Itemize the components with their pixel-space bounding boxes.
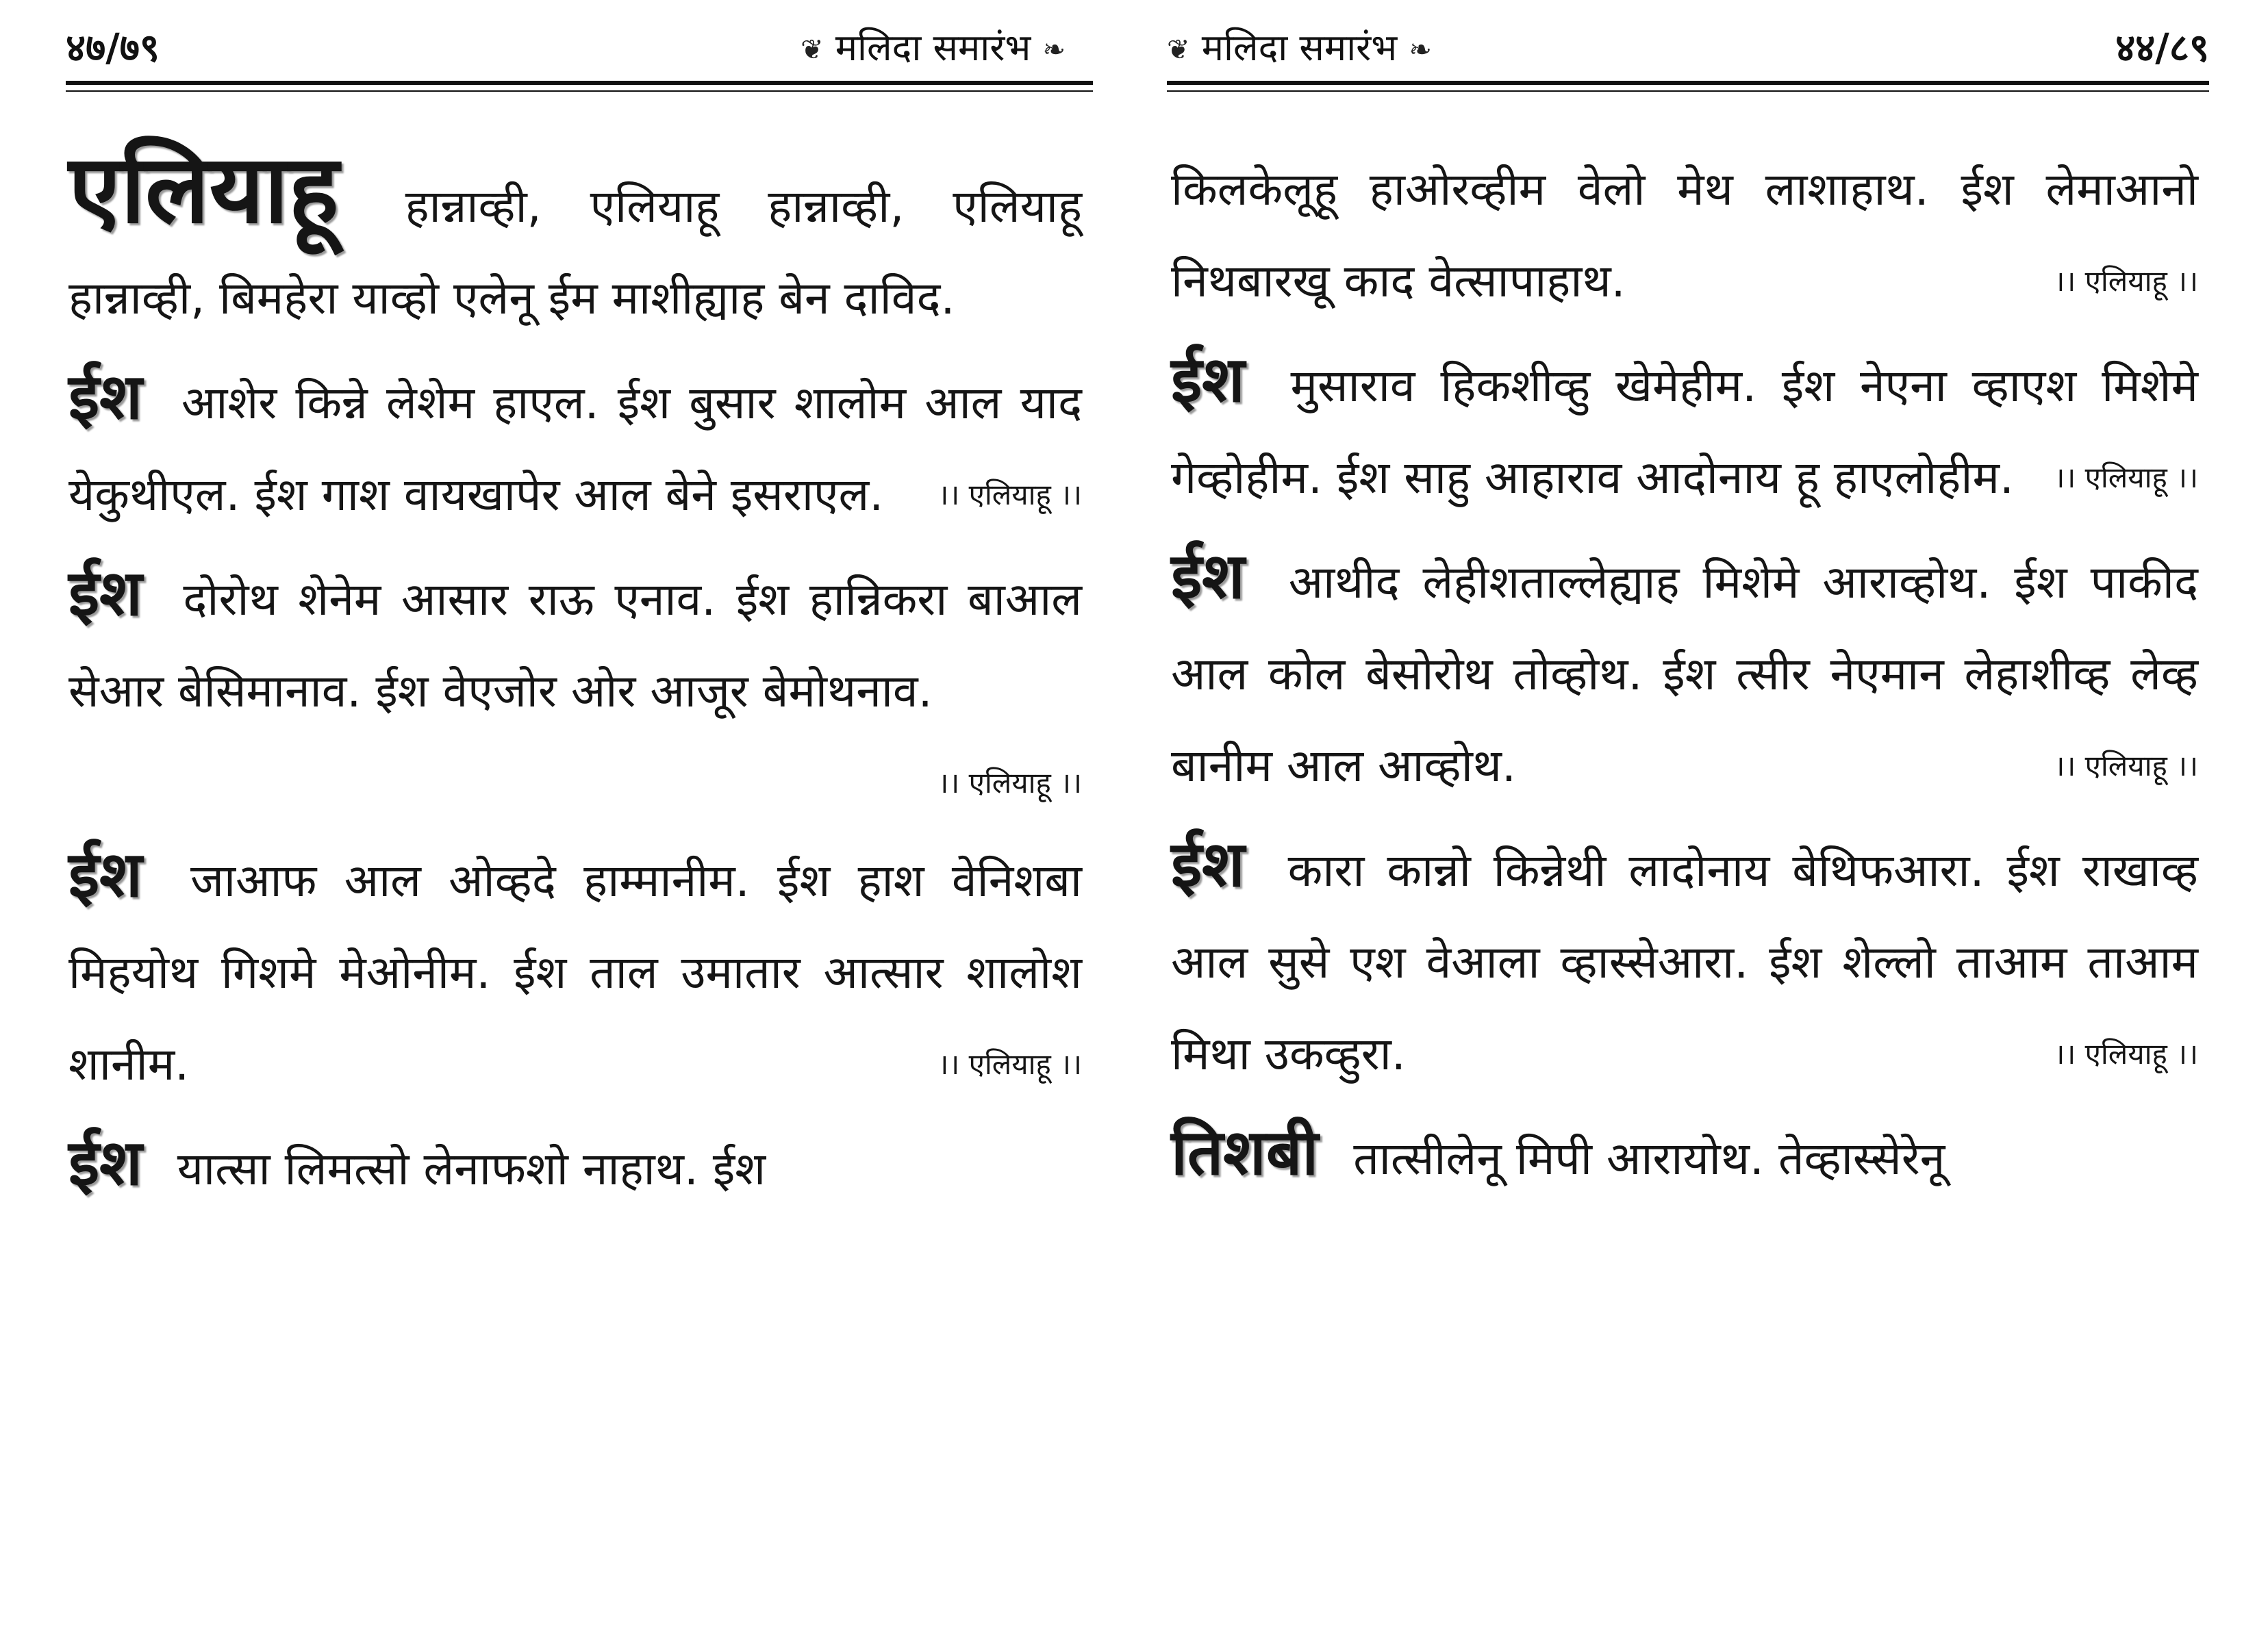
right-page-number: ४४/८९ bbox=[2115, 26, 2209, 71]
stanza-lead-word: ईश bbox=[1171, 828, 1245, 901]
header-rule-thin bbox=[1167, 90, 2209, 92]
stanza bbox=[1171, 1107, 2198, 1205]
stanza-lead-word: ईश bbox=[1171, 343, 1245, 416]
stanza-lead-word: ईश bbox=[68, 1126, 142, 1199]
right-page-header bbox=[1167, 16, 2209, 71]
refrain-marker: ।। एलियाहू ।। bbox=[937, 1047, 1082, 1081]
stanza-text: आशेर किन्ने लेशेम हाएल. ईश बुसार शालोम आल याद येकुथीएल. ईश गाश वायखापेर आल बेने इसराएल. bbox=[68, 377, 1082, 521]
header-rule-thin bbox=[66, 90, 1093, 92]
stanza-text: तात्सीलेनू मिपी आरायोथ. तेव्हास्सेरेनू bbox=[1353, 1132, 1945, 1185]
stanza bbox=[1171, 334, 2198, 524]
refrain-marker: ।। एलियाहू ।। bbox=[937, 478, 1082, 511]
refrain-marker: ।। एलियाहू ।। bbox=[2054, 1037, 2198, 1071]
stanza bbox=[68, 829, 1082, 1110]
stanza bbox=[1171, 531, 2198, 812]
stanza-text: यात्सा लिमत्सो लेनाफशो नाहाथ. ईश bbox=[177, 1143, 766, 1195]
ornament-left-icon: ❦ bbox=[1167, 34, 1190, 66]
refrain-marker: ।। एलियाहू ।। bbox=[937, 766, 1082, 800]
left-running-head bbox=[801, 21, 1066, 71]
refrain-marker: ।। एलियाहू ।। bbox=[2054, 461, 2198, 494]
stanza bbox=[1171, 819, 2198, 1100]
stanza bbox=[68, 1117, 1082, 1215]
header-rule-thick bbox=[1167, 81, 2209, 85]
right-page bbox=[1134, 0, 2268, 1643]
stanza-text: कारा कान्नो किन्नेथी लादोनाय बेथिफआरा. ईश राखाव्ह आल सुसे एश वेआला व्हास्सेआरा. ईश शेल्लो ताआम ताआम मिथा उकव्हुरा. bbox=[1171, 844, 2198, 1080]
stanza bbox=[68, 134, 1082, 344]
stanza-lead-word: ईश bbox=[68, 360, 142, 433]
stanza-text: मुसाराव हिकशीव्हु खेमेहीम. ईश नेएना व्हाएश मिशेमे गेव्होहीम. ईश साहु आहाराव आदोनाय हू हाएलोहीम. bbox=[1171, 359, 2198, 504]
stanza-lead-word: ईश bbox=[68, 557, 142, 630]
stanza bbox=[68, 548, 1082, 800]
stanza-lead-word: तिशबी bbox=[1171, 1116, 1319, 1189]
stanza bbox=[68, 351, 1082, 541]
stanza-lead-word: एलियाहू bbox=[68, 134, 339, 244]
right-running-head bbox=[1167, 21, 1432, 71]
stanza-text: दोरोथ शेनेम आसार राऊ एनाव. ईश हान्निकरा बाआल सेआर बेसिमानाव. ईश वेएजोर ओर आजूर बेमोथनाव. bbox=[68, 573, 1082, 717]
refrain-marker: ।। एलियाहू ।। bbox=[2054, 749, 2198, 782]
stanza-lead-word: ईश bbox=[68, 838, 142, 911]
refrain-marker: ।। एलियाहू ।। bbox=[2054, 264, 2198, 298]
header-rule-thick bbox=[66, 81, 1093, 85]
right-running-head-text: मलिदा समारंभ bbox=[1201, 26, 1398, 69]
stanza bbox=[1171, 144, 2198, 327]
left-page-header bbox=[66, 16, 1093, 71]
ornament-right-icon: ❧ bbox=[1409, 34, 1432, 66]
left-page-number: ४७/७९ bbox=[66, 26, 160, 71]
ornament-left-icon: ❦ bbox=[801, 34, 824, 66]
stanza-text: किलकेलूहू हाओरव्हीम वेलो मेथ लाशाहाथ. ईश लेमाआनो निथबारखू काद वेत्सापाहाथ. bbox=[1171, 163, 2198, 307]
right-text-column bbox=[1171, 144, 2198, 1212]
left-running-head-text: मलिदा समारंभ bbox=[835, 26, 1031, 69]
ornament-right-icon: ❧ bbox=[1042, 34, 1066, 66]
left-text-column bbox=[68, 134, 1082, 1222]
stanza-text: हान्नाव्ही, एलियाहू हान्नाव्ही, एलियाहू हान्नाव्ही, बिमहेरा याव्हो एलेनू ईम माशीह्याह बेन दाविद. bbox=[68, 180, 1082, 324]
stanza-text: आथीद लेहीशताल्लेह्याह मिशेमे आराव्होथ. ईश पाकीद आल कोल बेसोरोथ तोव्होथ. ईश त्सीर नेएमान लेहाशीव्ह लेव्ह बानीम आल आव्होथ. bbox=[1171, 556, 2198, 792]
stanza-text: जाआफ आल ओव्हदे हाम्मानीम. ईश हाश वेनिशबा मिहयोथ गिशमे मेओनीम. ईश ताल उमातार आत्सार शालोश शानीम. bbox=[68, 854, 1082, 1091]
stanza-lead-word: ईश bbox=[1171, 539, 1245, 613]
